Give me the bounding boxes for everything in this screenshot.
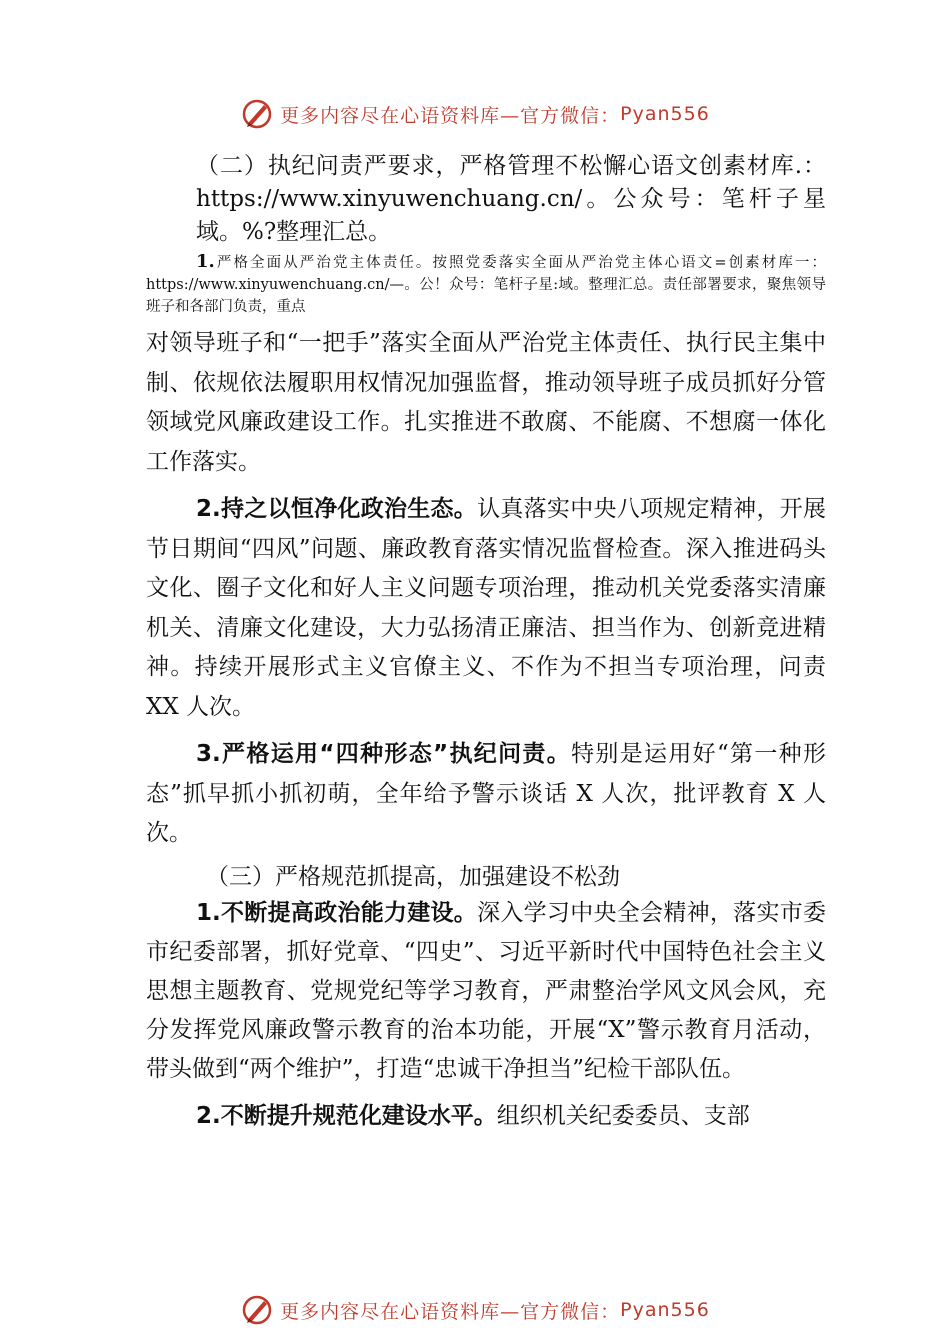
logo-icon xyxy=(240,97,274,131)
item-title: 1.不断提高政治能力建设。 xyxy=(196,899,478,926)
banner-wechat-id: Pyan556 xyxy=(620,103,710,125)
item-body: 组织机关纪委委员、支部 xyxy=(496,1102,750,1129)
banner-wechat-id: Pyan556 xyxy=(620,1299,710,1321)
section-2-item-3 xyxy=(146,735,826,854)
item-number: 1. xyxy=(196,251,215,272)
item-title: 3.严格运用“四种形态”执纪问责。 xyxy=(196,741,572,767)
section-2-item-1-body: 对领导班子和“一把手”落实全面从严治党主体责任、执行民主集中制、依规依法履职用权情况加强监督，推动领导班子成员抓好分管领域党风廉政建设工作。扎实推进不敢腐、不能腐、不想腐一体化工作落实。 xyxy=(146,330,826,475)
item-body: 特别是运用好“第一种形态”抓早抓小抓初萌，全年给予警示谈话 X 人次，批评教育 X 人次。 xyxy=(146,741,826,846)
item-body: 深入学习中央全会精神，落实市委市纪委部署，抓好党章、“四史”、习近平新时代中国特色社会主义思想主题教育、党规党纪等学习教育，严肃整治学风文风会风，充分发挥党风廉政警示教育的治本功能，开展“X”警示教育月活动，带头做到“两个维护”，打造“忠诚干净担当”纪检干部队伍。 xyxy=(146,899,826,1082)
item-title: 2.持之以恒净化政治生态。 xyxy=(196,496,478,522)
document-body xyxy=(146,150,826,1136)
section-2-item-2 xyxy=(146,490,826,727)
section-3-item-2 xyxy=(146,1097,826,1137)
banner-text: 更多内容尽在心语资料库—官方微信： xyxy=(280,104,621,127)
watermark-banner-top xyxy=(0,94,950,134)
item-body: 认真落实中央八项规定精神，开展节日期间“四风”问题、廉政教育落实情况监督检查。深入推进码头文化、圈子文化和好人主义问题专项治理，推动机关党委落实清廉机关、清廉文化建设，大力弘扬清正廉洁、担当作为、创新竞进精神。持续开展形式主义官僚主义、不作为不担当专项治理，问责 XX 人次。 xyxy=(146,496,826,720)
section-3-heading: （三）严格规范抓提高，加强建设不松劲 xyxy=(206,863,620,890)
section-2-heading: （二）执纪问责严要求，严格管理不松懈心语文创素材库.：https://www.xinyuwenchuang.cn/。公众号：笔杆子星域。%?整理汇总。 xyxy=(196,153,826,245)
section-2-item-1-small xyxy=(146,251,826,318)
watermark-banner-bottom xyxy=(0,1290,950,1330)
section-3-item-1 xyxy=(146,894,826,1089)
banner-text: 更多内容尽在心语资料库—官方微信： xyxy=(280,1300,621,1323)
item-title: 2.不断提升规范化建设水平。 xyxy=(196,1102,497,1129)
logo-icon xyxy=(240,1293,274,1327)
item-small-text: 严格全面从严治党主体责任。按照党委落实全面从严治党主体心语文=创素材库一：https://www.xinyuwenchuang.cn/—。公！众号：笔杆子星:域。整理汇总。责任部署要求，聚焦领导班子和各部门负责，重点 xyxy=(146,255,826,315)
